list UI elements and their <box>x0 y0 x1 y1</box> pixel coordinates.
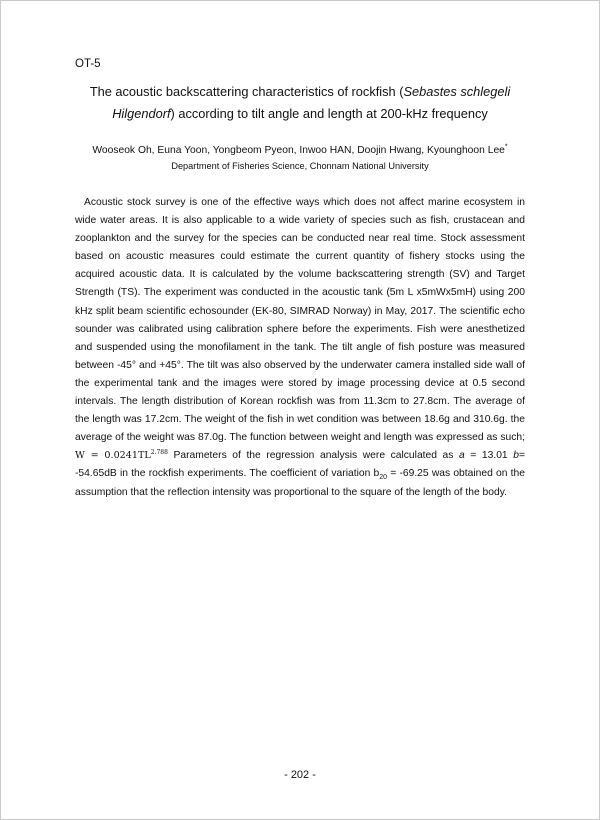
param-b-symbol: b <box>513 450 519 462</box>
page-number: - 202 - <box>284 769 316 781</box>
weight-length-formula <box>75 450 168 461</box>
author-list <box>75 144 525 158</box>
cv-subscript: 20 <box>379 474 388 482</box>
species-name: Sebastes schlegeli <box>403 84 511 99</box>
abstract-text-3: = 13.01 <box>464 450 514 462</box>
species-authority: Hilgendorf <box>112 106 171 121</box>
abstract-text-4: = -54.65dB in the rockfish experiments. The coefficient of variation b <box>75 450 525 480</box>
corresponding-author-mark: * <box>504 143 508 151</box>
abstract-text-1: Acoustic stock survey is one of the effective ways which does not affect marine ecosystem in wide water areas. It is also applicable to a wide variety of species such as fish, crustacean and zooplankton and the survey for the species can be conducted near real time. Stock assessment based on acoustic measures could estimate the current quantity of fishery stocks using the acquired acoustic data. It is calculated by the volume backscattering strength (SV) and Target Strength (TS). The experiment was conducted in the acoustic tank (5m L x5mWx5mH) using 200 kHz split beam scientific echosounder (EK-80, SIMRAD Norway) in May, 2017. The scientific echo sounder was calibrated using calibration sphere before the experiments. Fish were anesthetized and suspended using the monofilament in the tank. The tilt angle of fish posture was measured between -45° and +45°. The tilt was also observed by the underwater camera installed side wall of the experimental tank and the images were stored by image processing device at 0.5 second intervals. The length distribution of Korean rockfish was from 11.3cm to 27.8cm. The average of the length was 17.2cm. The weight of the fish in wet condition was between 18.6g and 310.6g. the average of the weight was 87.0g. The function between weight and length was expressed as such; <box>75 197 525 444</box>
formula-base: W = 0.0241TL <box>75 450 151 462</box>
abstract-text-5: = -69.25 was obtained on the assumption that the reflection intensity was proportional to the square of the length of the body. <box>75 468 525 498</box>
title-text-end: ) according to tilt angle and length at 200-kHz frequency <box>170 106 488 121</box>
formula-exponent: 2.788 <box>150 449 168 457</box>
author-names: Wooseok Oh, Euna Yoon, Yongbeom Pyeon, Inwoo HAN, Doojin Hwang, Kyounghoon Lee <box>92 145 505 156</box>
abstract-body <box>75 194 525 502</box>
session-code: OT-5 <box>75 58 101 70</box>
title-text-start: The acoustic backscattering characteristics of rockfish ( <box>89 84 404 99</box>
paper-title <box>75 81 525 125</box>
affiliation: Department of Fisheries Science, Chonnam National University <box>171 161 429 171</box>
abstract-text-2: Parameters of the regression analysis were calculated as <box>167 450 459 462</box>
param-a-symbol: a <box>459 450 465 462</box>
